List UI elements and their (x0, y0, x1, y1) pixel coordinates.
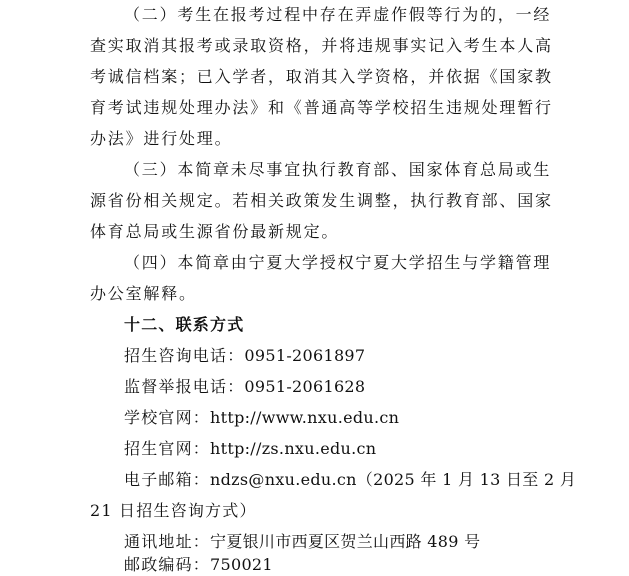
section-four-line-2: 办公室解释。 (90, 284, 197, 303)
postcode-value: 750021 (210, 555, 273, 574)
phone-label: 招生咨询电话： (124, 346, 245, 365)
admission-site-link[interactable]: http://zs.nxu.edu.cn (210, 439, 377, 458)
address-value: 宁夏银川市西夏区贺兰山西路 489 号 (210, 532, 481, 551)
section-two-line-3: 考诚信档案；已入学者，取消其入学资格，并依据《国家教 (90, 67, 553, 86)
contact-heading: 十二、联系方式 (124, 315, 245, 334)
section-three-line-1: （三）本简章未尽事宜执行教育部、国家体育总局或生 (124, 160, 552, 179)
admission-site-label: 招生官网： (124, 439, 211, 458)
school-site-link[interactable]: http://www.nxu.edu.cn (210, 408, 400, 427)
section-two-line-2: 查实取消其报考或录取资格，并将违规事实记入考生本人高 (90, 36, 553, 55)
section-two-line-1: （二）考生在报考过程中存在弄虚作假等行为的，一经 (124, 5, 552, 24)
email-label: 电子邮箱： (124, 470, 211, 489)
contact-phone-row (124, 345, 365, 367)
email-value[interactable]: ndzs@nxu.edu.cn（2025 年 1 月 13 日至 2 月 (210, 470, 577, 489)
section-two-line-5: 办法》进行处理。 (90, 129, 233, 148)
report-label: 监督举报电话： (124, 377, 245, 396)
section-three-line-2: 源省份相关规定。若相关政策发生调整，执行教育部、国家 (90, 191, 553, 210)
phone-value: 0951-2061897 (244, 346, 366, 365)
contact-admission-site-row (124, 438, 376, 460)
postcode-label: 邮政编码： (124, 555, 211, 574)
section-two-line-4: 育考试违规处理办法》和《普通高等学校招生违规处理暂行 (90, 98, 553, 117)
contact-address-row (124, 531, 480, 553)
contact-postcode-row (124, 554, 273, 576)
section-four-line-1: （四）本简章由宁夏大学授权宁夏大学招生与学籍管理 (124, 253, 552, 272)
address-label: 通讯地址： (124, 532, 211, 551)
contact-email-row (124, 469, 576, 491)
email-continued: 21 日招生咨询方式） (90, 501, 257, 520)
school-site-label: 学校官网： (124, 408, 211, 427)
section-three-line-3: 体育总局或生源省份最新规定。 (90, 222, 340, 241)
contact-school-site-row (124, 407, 399, 429)
contact-report-row (124, 376, 365, 398)
report-value: 0951-2061628 (244, 377, 366, 396)
